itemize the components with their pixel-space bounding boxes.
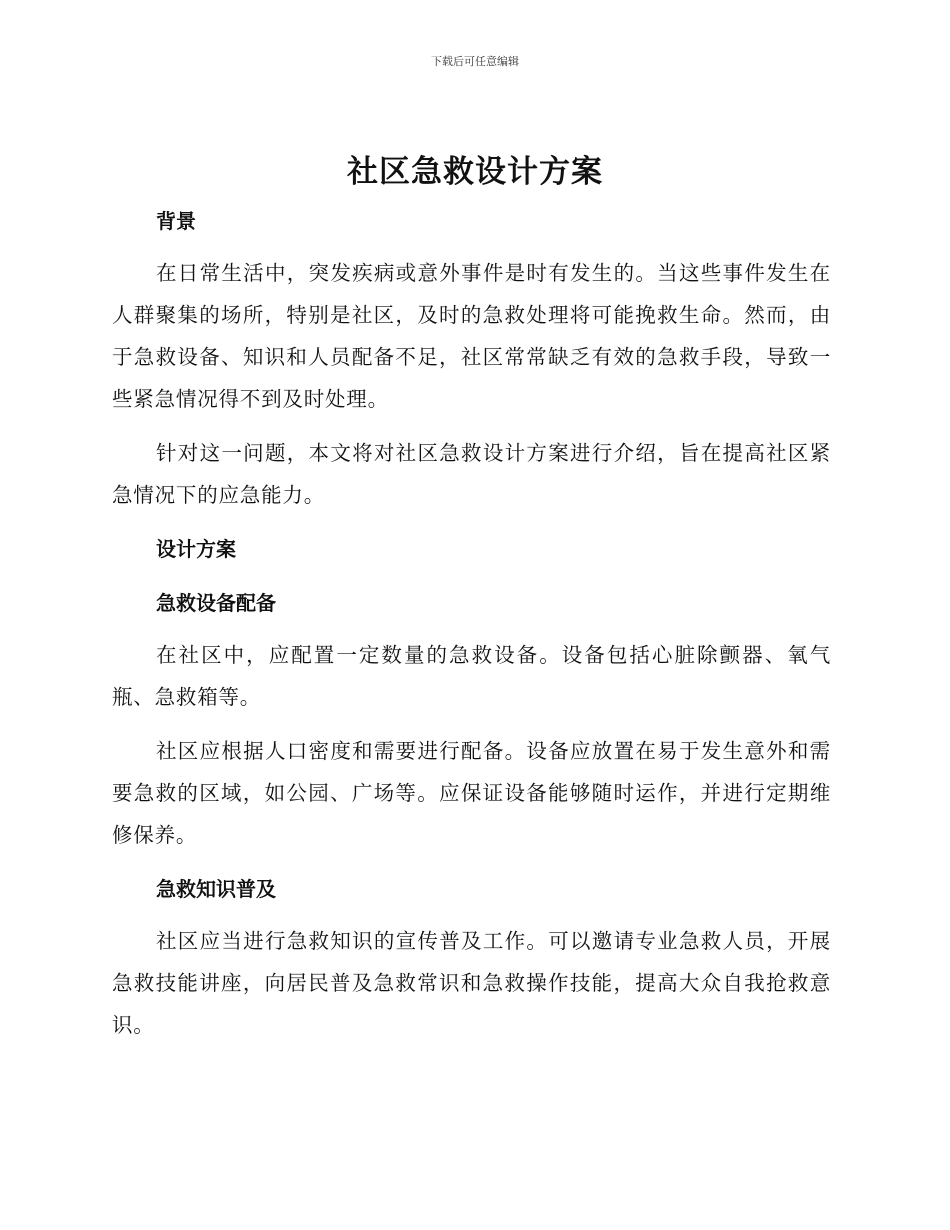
section-heading-background: 背景 — [156, 209, 196, 233]
paragraph-equipment-2: 社区应根据人口密度和需要进行配备。设备应放置在易于发生意外和需要急救的区域，如公园、广场等。应保证设备能够随时运作，并进行定期维修保养。 — [112, 739, 831, 847]
paragraph-equipment-1: 在社区中，应配置一定数量的急救设备。设备包括心脏除颤器、氧气瓶、急救箱等。 — [112, 643, 831, 709]
paragraph-knowledge-1: 社区应当进行急救知识的宣传普及工作。可以邀请专业急救人员，开展急救技能讲座，向居民普及急救常识和急救操作技能，提高大众自我抢救意识。 — [112, 929, 831, 1037]
section-heading-design: 设计方案 — [156, 537, 236, 561]
section-heading-knowledge: 急救知识普及 — [156, 877, 276, 901]
paragraph-background-1: 在日常生活中，突发疾病或意外事件是时有发生的。当这些事件发生在人群聚集的场所，特别是社区，及时的急救处理将可能挽救生命。然而，由于急救设备、知识和人员配备不足，社区常常缺乏有效的急救手段，导致一些紧急情况得不到及时处理。 — [112, 261, 831, 411]
section-heading-equipment: 急救设备配备 — [156, 591, 276, 615]
document-body — [112, 200, 831, 1046]
paragraph-background-2: 针对这一问题，本文将对社区急救设计方案进行介绍，旨在提高社区紧急情况下的应急能力。 — [112, 441, 831, 507]
page-header-note: 下载后可任意编辑 — [431, 55, 519, 68]
document-title: 社区急救设计方案 — [347, 154, 603, 190]
